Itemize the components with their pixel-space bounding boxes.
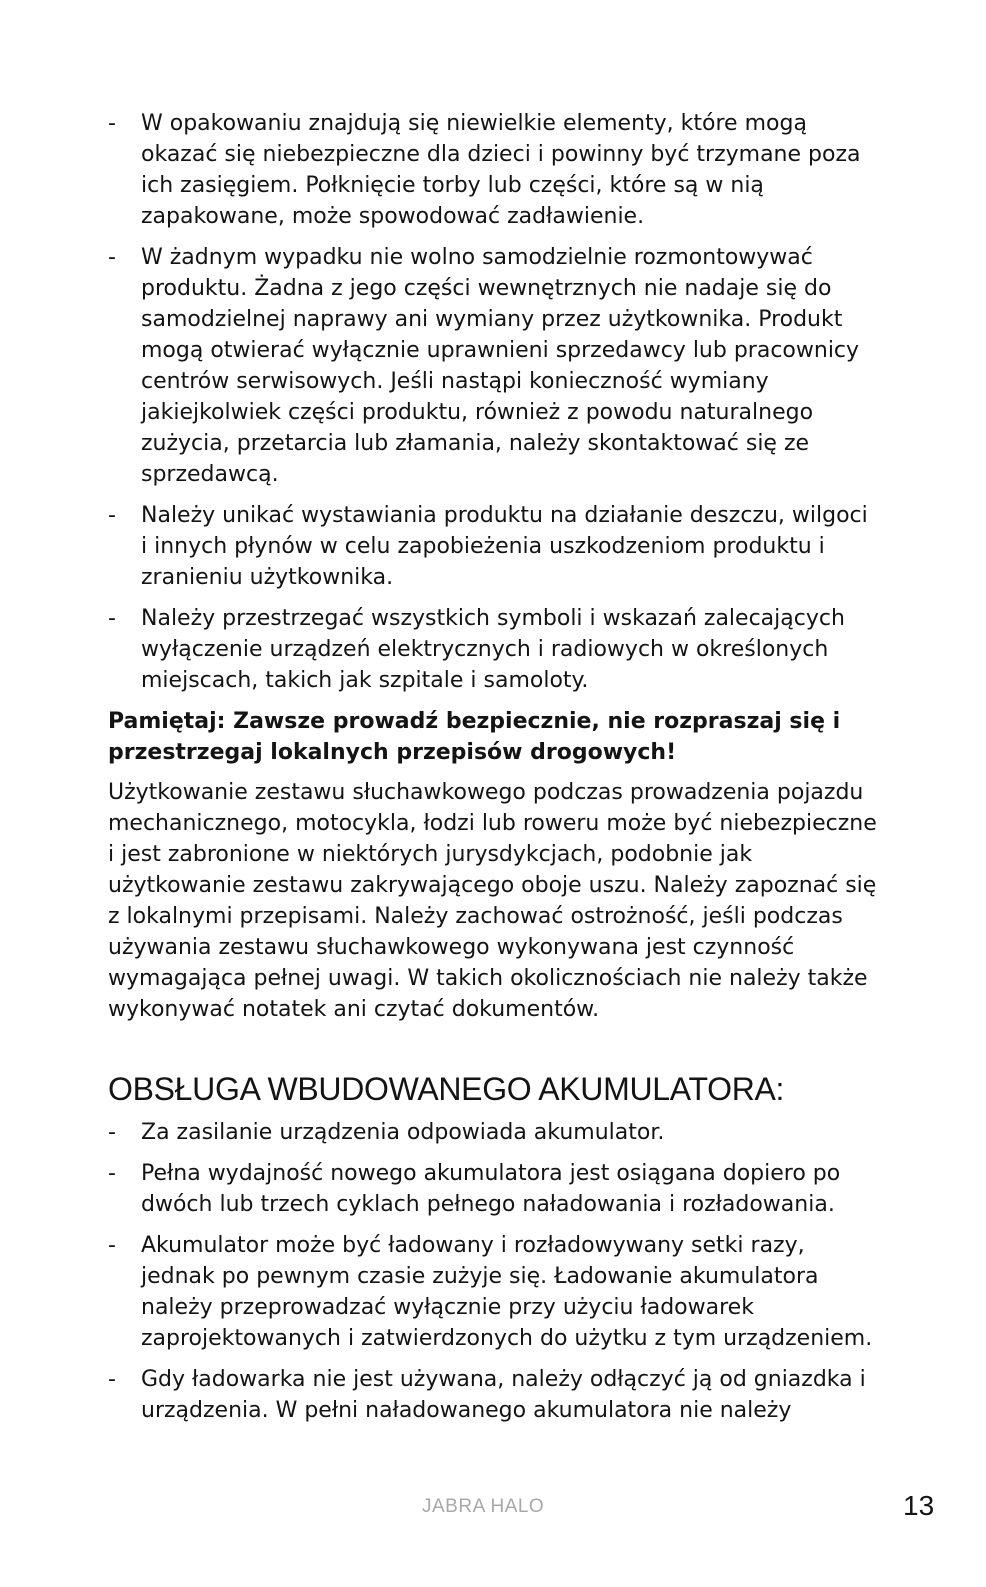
bullet-dash: - <box>108 1233 116 1258</box>
bullet-dash: - <box>108 1120 116 1145</box>
list-item-text: W opakowaniu znajdują się niewielkie elementy, które mogą okazać się niebezpieczne dla dzieci i powinny być trzymane poza ich zasięgiem. Połknięcie torby lub części, które są w nią zapakowane, może spowodować zadławienie. <box>141 111 861 229</box>
list-item-text: Należy przestrzegać wszystkich symboli i wskazań zalecających wyłączenie urządzeń elektrycznych i radiowych w określonych miejscach, takich jak szpitale i samoloty. <box>141 606 845 693</box>
bullet-dash: - <box>108 1161 116 1186</box>
bullet-dash: - <box>108 1367 116 1392</box>
list-item <box>108 1117 878 1148</box>
list-item <box>108 1230 878 1354</box>
list-item-text: Gdy ładowarka nie jest używana, należy odłączyć ją od gniazdka i urządzenia. W pełni naładowanego akumulatora nie należy <box>141 1367 866 1423</box>
list-item <box>108 242 878 490</box>
bullet-dash: - <box>108 606 116 631</box>
list-item <box>108 603 878 696</box>
page-number: 13 <box>903 1490 935 1521</box>
list-item-text: Akumulator może być ładowany i rozładowywany setki razy, jednak po pewnym czasie zużyje się. Ładowanie akumulatora należy przeprowadzać wyłącznie przy użyciu ładowarek zaprojektowanych i zatwierdzonych do użytku z tym urządzeniem. <box>141 1233 873 1351</box>
document-page <box>108 108 878 1436</box>
warning-body: Użytkowanie zestawu słuchawkowego podczas prowadzenia pojazdu mechanicznego, motocykla, łodzi lub roweru może być niebezpieczne i jest zabronione w niektórych jurysdykcjach, podobnie jak użytkowanie zestawu zakrywającego oboje uszu. Należy zapoznać się z lokalnymi przepisami. Należy zachować ostrożność, jeśli podczas używania zestawu słuchawkowego wykonywana jest czynność wymagająca pełnej uwagi. W takich okolicznościach nie należy także wykonywać notatek ani czytać dokumentów. <box>108 780 877 1022</box>
list-item <box>108 500 878 593</box>
battery-section-title: OBSŁUGA WBUDOWANEGO AKUMULATORA: <box>108 1071 785 1107</box>
warning-title: Pamiętaj: Zawsze prowadź bezpiecznie, nie rozpraszaj się i przestrzegaj lokalnych przepisów drogowych! <box>108 709 841 765</box>
battery-list <box>108 1117 878 1426</box>
bullet-dash: - <box>108 111 116 136</box>
list-item-text: W żadnym wypadku nie wolno samodzielnie rozmontowywać produktu. Żadna z jego części wewnętrznych nie nadaje się do samodzielnej naprawy ani wymiany przez użytkownika. Produkt mogą otwierać wyłącznie uprawnieni sprzedawcy lub pracownicy centrów serwisowych. Jeśli nastąpi konieczność wymiany jakiejkolwiek części produktu, również z powodu naturalnego zużycia, przetarcia lub złamania, należy skontaktować się ze sprzedawcą. <box>141 245 860 487</box>
safety-list <box>108 108 878 696</box>
list-item <box>108 1364 878 1426</box>
list-item-text: Pełna wydajność nowego akumulatora jest osiągana dopiero po dwóch lub trzech cyklach pełnego naładowania i rozładowania. <box>141 1161 841 1217</box>
footer-brand: JABRA HALO <box>422 1496 545 1517</box>
list-item-text: Za zasilanie urządzenia odpowiada akumulator. <box>141 1120 665 1145</box>
list-item <box>108 108 878 232</box>
list-item <box>108 1158 878 1220</box>
list-item-text: Należy unikać wystawiania produktu na działanie deszczu, wilgoci i innych płynów w celu zapobieżenia uszkodzeniom produktu i zranieniu użytkownika. <box>141 503 868 590</box>
bullet-dash: - <box>108 503 116 528</box>
bullet-dash: - <box>108 245 116 270</box>
